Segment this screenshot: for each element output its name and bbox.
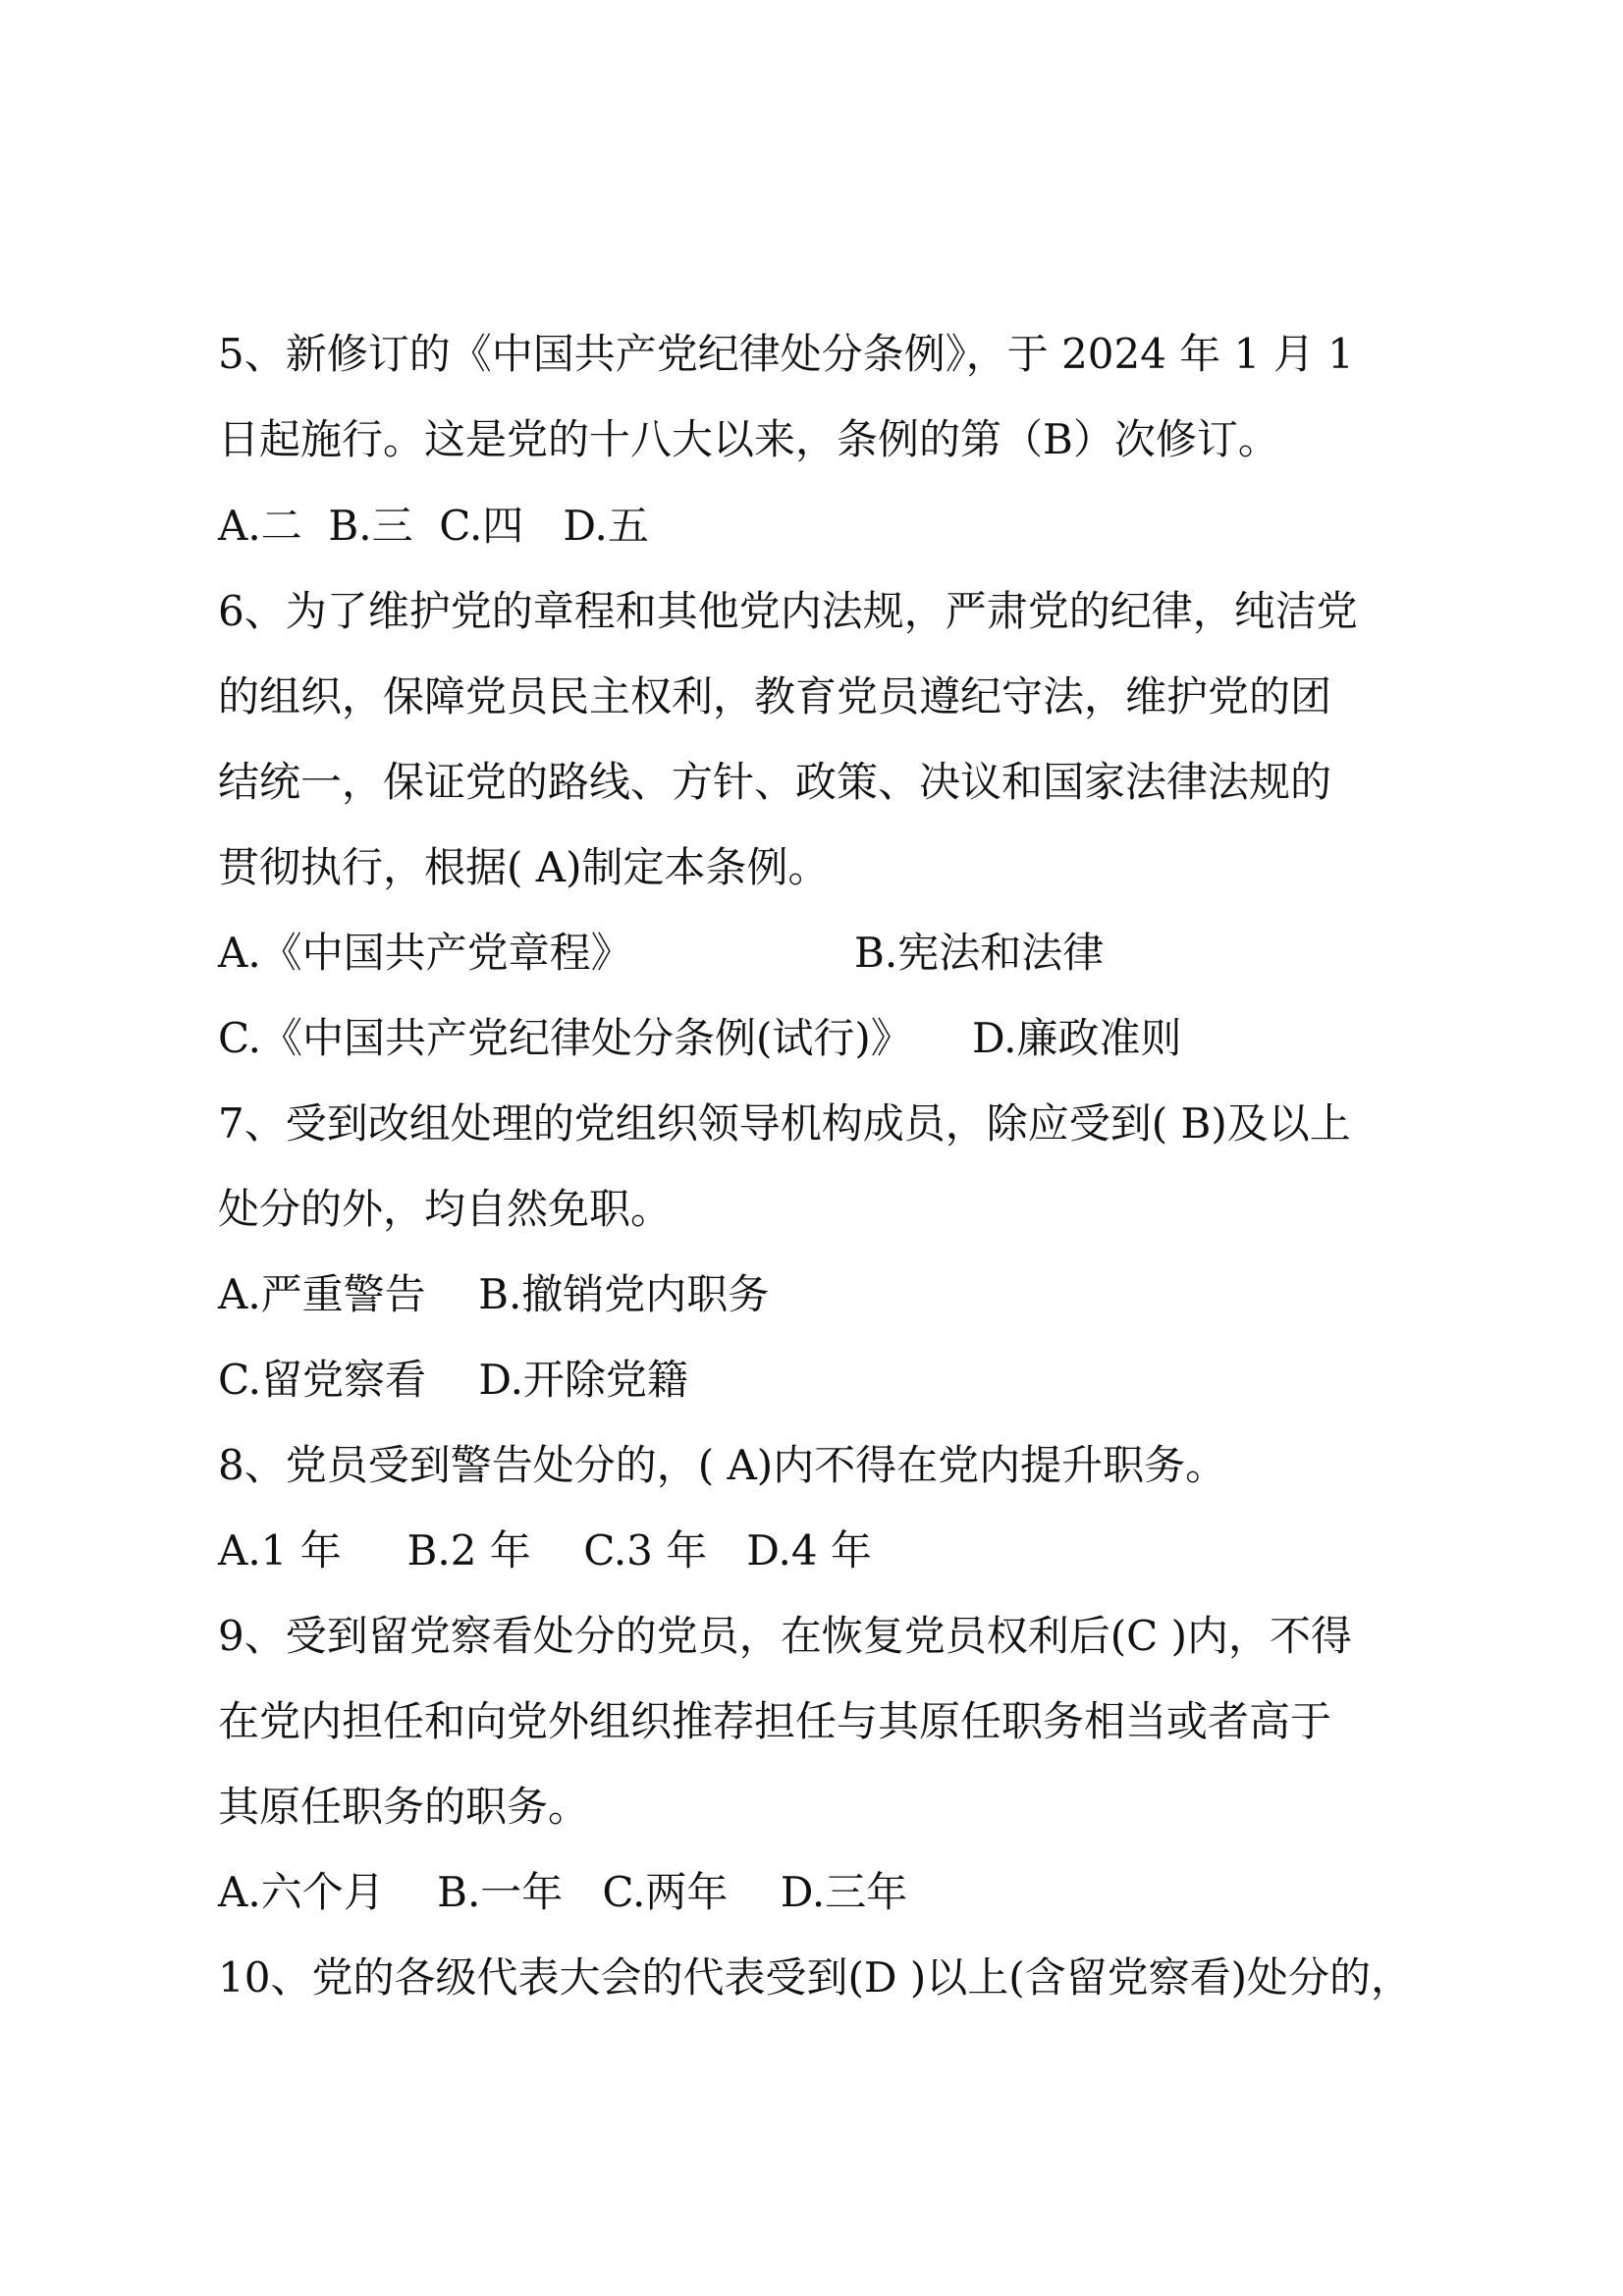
question-6-line-3: 结统一，保证党的路线、方针、政策、决议和国家法律法规的 [218, 758, 1332, 806]
question-10-line-1: 10、党的各级代表大会的代表受到(D )以上(含留党察看)处分的， [218, 1953, 1413, 2002]
question-8-options: A.1 年 B.2 年 C.3 年 D.4 年 [218, 1526, 872, 1575]
question-6-option-c: C.《中国共产党纪律处分条例(试行)》 [218, 1014, 912, 1062]
question-5-line-1: 5、新修订的《中国共产党纪律处分条例》，于 2024 年 1 月 1 [218, 330, 1354, 378]
question-7-line-1: 7、受到改组处理的党组织领导机构成员，除应受到( B)及以上 [218, 1099, 1351, 1148]
question-9-line-3: 其原任职务的职务。 [218, 1783, 590, 1831]
question-6-option-b: B.宪法和法律 [854, 929, 1105, 977]
question-6-option-d: D.廉政准则 [972, 1014, 1182, 1062]
question-6-option-a: A.《中国共产党章程》 [218, 929, 632, 977]
question-8-line-1: 8、党员受到警告处分的，( A)内不得在党内提升职务。 [218, 1441, 1227, 1489]
question-7-line-2: 处分的外，均自然免职。 [218, 1185, 673, 1233]
question-9-line-1: 9、受到留党察看处分的党员，在恢复党员权利后(C )内，不得 [218, 1612, 1352, 1660]
question-7-options-cd: C.留党察看 D.开除党籍 [218, 1356, 688, 1404]
question-6-line-2: 的组织，保障党员民主权利，教育党员遵纪守法，维护党的团 [218, 672, 1332, 721]
question-6-line-1: 6、为了维护党的章程和其他党内法规，严肃党的纪律，纯洁党 [218, 587, 1358, 635]
question-5-line-2: 日起施行。这是党的十八大以来，条例的第（B）次修订。 [218, 415, 1279, 463]
question-9-line-2: 在党内担任和向党外组织推荐担任与其原任职务相当或者高于 [218, 1697, 1332, 1745]
question-7-options-ab: A.严重警告 B.撤销党内职务 [218, 1270, 770, 1318]
question-9-options: A.六个月 B.一年 C.两年 D.三年 [218, 1868, 908, 1916]
question-5-options: A.二 B.三 C.四 D.五 [218, 502, 649, 550]
question-6-line-4: 贯彻执行，根据( A)制定本条例。 [218, 843, 830, 891]
